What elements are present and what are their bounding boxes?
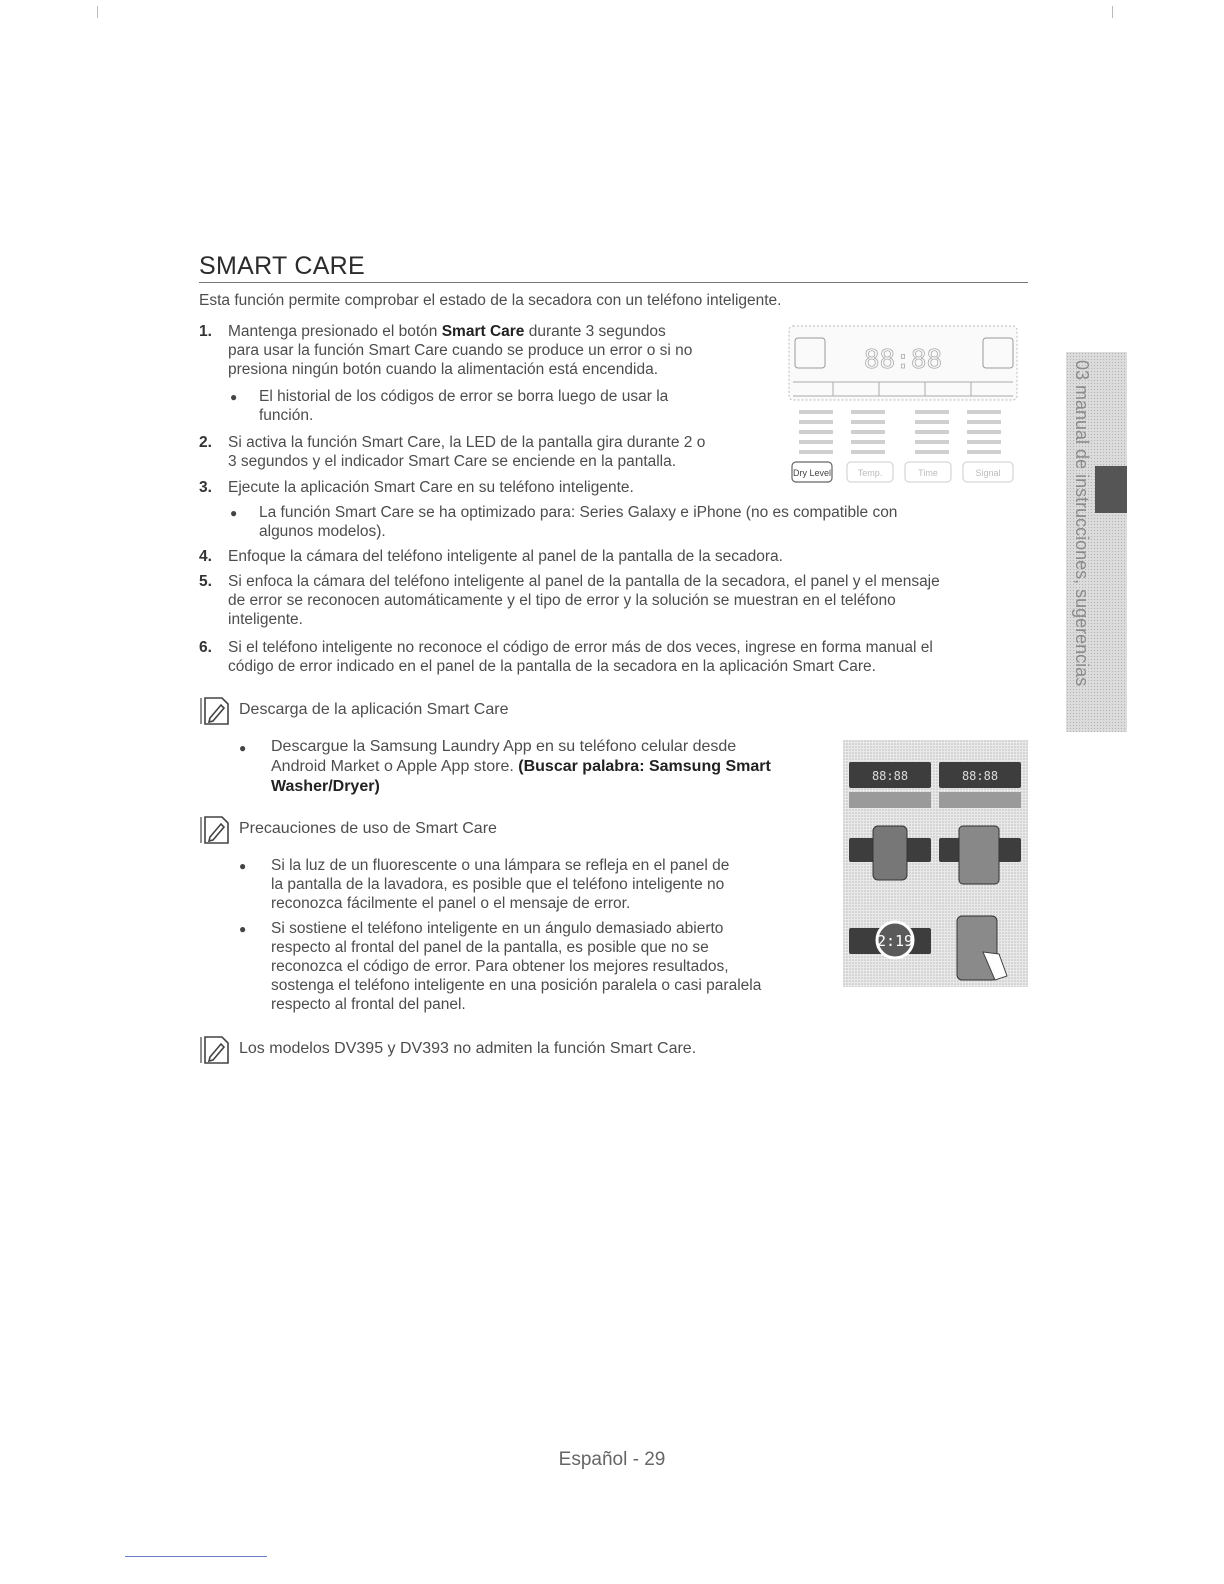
note-icon xyxy=(200,1035,230,1065)
panel-readout-1: 88:88 xyxy=(871,769,909,783)
error-code-readout: 2:19 xyxy=(876,932,914,950)
note-precautions-title: Precauciones de uso de Smart Care xyxy=(239,820,497,837)
step-3-number: 3. xyxy=(199,479,212,496)
page-footer: Español - 29 xyxy=(558,1449,666,1470)
step-6-number: 6. xyxy=(199,639,212,656)
note-models-text: Los modelos DV395 y DV393 no admiten la función Smart Care. xyxy=(239,1040,697,1057)
step-1-number: 1. xyxy=(199,323,212,340)
panel-display-digits: 88:88 xyxy=(863,345,943,375)
crop-mark-left xyxy=(97,6,98,18)
precaution-bullet-2: Si sostiene el teléfono inteligente en un ángulo demasiado abierto respecto al frontal del panel de la pantalla, es posible que no se reconozca el código de error. Para obtener los mejores resultados, sostenga el teléfono inteligente en una posición paralela o casi paralela respecto al frontal del panel. xyxy=(271,920,762,1013)
temp-label: Temp. xyxy=(857,468,883,478)
bullet-icon: ● xyxy=(239,859,247,873)
step-1-bullet: El historial de los códigos de error se borra luego de usar la función. xyxy=(259,388,669,424)
title-divider xyxy=(199,282,1028,283)
bullet-icon: ● xyxy=(230,390,238,404)
intro-text: Esta función permite comprobar el estado de la secadora con un teléfono inteligente. xyxy=(199,292,782,309)
note-icon xyxy=(200,696,230,726)
page-title: SMART CARE xyxy=(199,252,366,280)
note-icon xyxy=(200,815,230,845)
chapter-tab-marker xyxy=(1095,466,1127,513)
dry-level-label: Dry Level xyxy=(792,468,832,478)
signal-label: Signal xyxy=(975,468,1001,478)
panel-readout-2: 88:88 xyxy=(961,769,999,783)
step-5-number: 5. xyxy=(199,573,212,590)
bullet-icon: ● xyxy=(239,922,247,936)
time-label: Time xyxy=(918,468,938,478)
step-3-text: Ejecute la aplicación Smart Care en su teléfono inteligente. xyxy=(228,479,634,496)
step-2-number: 2. xyxy=(199,434,212,451)
step-1-text: Mantenga presionado el botón Smart Care durante 3 segundos para usar la función Smart Care cuando se produce un error o si no presiona ningún botón cuando la alimentación está encendida. xyxy=(228,323,693,378)
bullet-icon: ● xyxy=(239,741,247,755)
step-4-number: 4. xyxy=(199,548,212,565)
precaution-bullet-1: Si la luz de un fluorescente o una lámpara se refleja en el panel de la pantalla de la lavadora, es posible que el teléfono inteligente no reconozca fácilmente el panel o el mensaje de error. xyxy=(271,857,730,912)
note-download-text: Descargue la Samsung Laundry App en su teléfono celular desde Android Market o Apple App store. (Buscar palabra: Samsung Smart Washer/Dryer) xyxy=(271,738,771,795)
step-4-text: Enfoque la cámara del teléfono inteligente al panel de la pantalla de la secadora. xyxy=(228,548,783,565)
crop-mark-right xyxy=(1112,6,1113,18)
control-panel-illustration xyxy=(787,324,1019,494)
step-6-text: Si el teléfono inteligente no reconoce el código de error más de dos veces, ingrese en forma manual el código de error indicado en el panel de la pantalla de la secadora en la aplicación Smart Care. xyxy=(228,639,933,675)
step-2-text: Si activa la función Smart Care, la LED de la pantalla gira durante 2 o 3 segundos y el indicador Smart Care se enciende en la pantalla. xyxy=(228,434,706,470)
footer-line xyxy=(125,1556,267,1557)
chapter-tab-label: 03 manual de instrucciones, sugerencias xyxy=(1072,360,1092,687)
smartphone-scan-illustration xyxy=(843,740,1028,987)
step-3-bullet: La función Smart Care se ha optimizado para: Series Galaxy e iPhone (no es compatible con algunos modelos). xyxy=(259,504,898,540)
note-download-title: Descarga de la aplicación Smart Care xyxy=(239,701,509,718)
step-5-text: Si enfoca la cámara del teléfono inteligente al panel de la pantalla de la secadora, el panel y el mensaje de error se reconocen automáticamente y el tipo de error y la solución se muestran en el teléfono inteligente. xyxy=(228,573,940,628)
bullet-icon: ● xyxy=(230,506,238,520)
